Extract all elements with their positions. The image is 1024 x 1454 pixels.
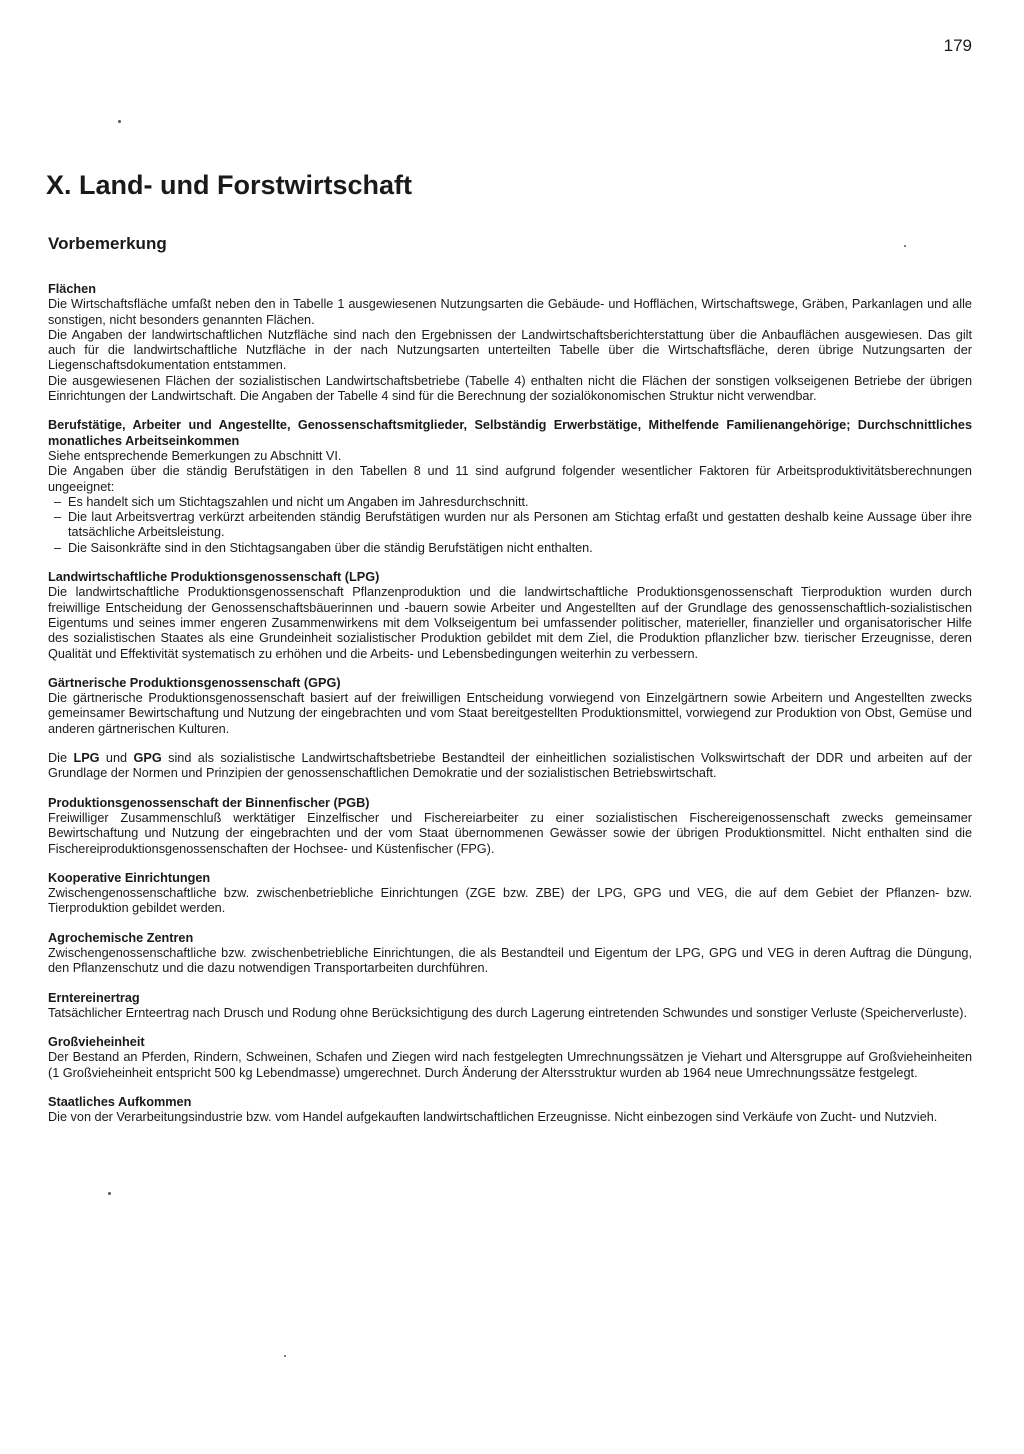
section-kooperative <box>48 871 972 917</box>
section-heading: Landwirtschaftliche Produktionsgenossenschaft (LPG) <box>48 570 380 585</box>
term-gpg: GPG <box>133 751 162 766</box>
section-grossvieheinheit <box>48 1035 972 1081</box>
section-heading: Flächen <box>48 282 96 296</box>
scan-speck <box>108 1192 111 1195</box>
list-item: – Es handelt sich um Stichtagszahlen und nicht um Angaben im Jahresdurchschnitt. <box>48 495 972 510</box>
section-lpg-gpg-note <box>48 751 972 782</box>
section-heading: Gärtnerische Produktionsgenossenschaft (GPG) <box>48 675 341 690</box>
section-heading: Kooperative Einrichtungen <box>48 870 211 885</box>
document-body <box>48 282 972 1140</box>
paragraph-conjunction: und <box>99 751 134 766</box>
section-gpg <box>48 676 972 737</box>
paragraph: Die Angaben der landwirtschaftlichen Nutzfläche sind nach den Ergebnissen der Landwirtschaftsberichterstattung über die Anbauflächen ausgewiesen. Das gilt auch für die landwirtschaftliche Nutzfläche in der nach Nutzungsarten unterteilten Tabelle über die Wirtschaftsfläche, deren übrige Nutzungsarten der Liegenschaftsdokumentation entstammen. <box>48 327 972 373</box>
section-heading: Berufstätige, Arbeiter und Angestellte, Genossenschaftsmitglieder, Selbständig Erwerbstätige, Mithelfende Familienangehörige; Durchschnittliches monatliches Arbeitseinkommen <box>48 418 972 448</box>
paragraph: Die Wirtschaftsfläche umfaßt neben den in Tabelle 1 ausgewiesenen Nutzungsarten die Gebäude- und Hofflächen, Wirtschaftswege, Gräben, Parkanlagen und alle sonstigen, nicht besonders genannten Flächen. <box>48 297 972 327</box>
paragraph: Freiwilliger Zusammenschluß werktätiger Einzelfischer und Fischereiarbeiter zu einer sozialistischen Fischereigenossenschaft zwecks gemeinsamer Bewirtschaftung und Nutzung der eingebrachten und der vom Staat übernommenen Gewässer sowie der übrigen Produktionsmittel. Nicht enthalten sind die Fischereiproduktionsgenossenschaften der Hochsee- und Küstenfischer (FPG). <box>48 810 972 856</box>
scan-speck <box>118 120 121 123</box>
paragraph: Der Bestand an Pferden, Rindern, Schweinen, Schafen und Ziegen wird nach festgelegten Umrechnungssätzen je Viehart und Altersgruppe auf Großvieheinheiten (1 Großvieheinheit entspricht 500 kg Lebendmasse) umgerechnet. Durch Änderung der Altersstruktur wurden ab 1964 neue Umrechnungssätze festgelegt. <box>48 1050 972 1080</box>
section-lpg <box>48 570 972 662</box>
dash-list <box>48 495 972 556</box>
paragraph: Die landwirtschaftliche Produktionsgenossenschaft Pflanzenproduktion und die landwirtschaftliche Produktionsgenossenschaft Tierproduktion wurden durch freiwillige Entscheidung der Genossenschaftsbäuerinnen und -bauern sowie Arbeiter und Angestellten auf der Grundlage des genossenschaftlich-sozialistischen Eigentums und seines immer engeren Zusammenwirkens mit dem Volkseigentum bei umfassender politischer, materieller, finanzieller und organisatorischer Hilfe des sozialistischen Staates als eine Grundeinheit sozialistischer Produktion gebildet mit dem Ziel, die Produktion pflanzlicher bzw. tierischer Erzeugnisse, deren Qualität und Effektivität systematisch zu erhöhen und die Arbeits- und Lebensbedingungen weiterhin zu verbessern. <box>48 585 972 661</box>
section-pgb <box>48 796 972 857</box>
paragraph <box>48 751 972 782</box>
paragraph: Zwischengenossenschaftliche bzw. zwischenbetriebliche Einrichtungen, die als Bestandteil und Eigentum der LPG, GPG und VEG in deren Auftrag die Düngung, den Pflanzenschutz und die dazu notwendigen Transportarbeiten durchführen. <box>48 945 972 976</box>
section-subtitle: Vorbemerkung <box>48 234 167 253</box>
paragraph: Die gärtnerische Produktionsgenossenschaft basiert auf der freiwilligen Entscheidung vorwiegend von Einzelgärtnern sowie Arbeitern und Angestellten zwecks gemeinsamer Bewirtschaftung und Nutzung der eingebrachten und vom Staat bereitgestellten Produktionsmittel, vorwiegend zur Produktion von Obst, Gemüse und anderen gärtnerischen Kulturen. <box>48 691 972 736</box>
section-heading: Staatliches Aufkommen <box>48 1095 192 1110</box>
section-heading: Großvieheinheit <box>48 1035 145 1050</box>
paragraph: Zwischengenossenschaftliche bzw. zwischenbetriebliche Einrichtungen (ZGE bzw. ZBE) der LPG, GPG und VEG, die auf dem Gebiet der Pflanzen- bzw. Tierproduktion gebildet werden. <box>48 886 972 916</box>
section-heading: Erntereinertrag <box>48 990 140 1005</box>
section-berufstaetige <box>48 418 972 556</box>
section-heading: Agrochemische Zentren <box>48 930 194 945</box>
scan-speck <box>904 245 906 247</box>
section-flaechen <box>48 282 972 404</box>
paragraph: Tatsächlicher Ernteertrag nach Drusch und Rodung ohne Berücksichtigung des durch Lagerung eintretenden Schwundes und sonstiger Verluste (Speicherverluste). <box>48 1005 967 1020</box>
scan-speck <box>284 1355 286 1357</box>
page-number: 179 <box>943 36 972 55</box>
paragraph: Siehe entsprechende Bemerkungen zu Abschnitt VI. <box>48 448 342 463</box>
list-item: – Die Saisonkräfte sind in den Stichtagsangaben über die ständig Berufstätigen nicht enthalten. <box>48 541 972 556</box>
term-lpg: LPG <box>73 751 100 766</box>
list-item: – Die laut Arbeitsvertrag verkürzt arbeitenden ständig Berufstätigen wurden nur als Personen am Stichtag erfaßt und gestatten deshalb keine Aussage über ihre tatsächliche Arbeitsleistung. <box>48 510 972 541</box>
section-agrochemische <box>48 931 972 977</box>
section-aufkommen <box>48 1095 972 1126</box>
paragraph: Die Angaben über die ständig Berufstätigen in den Tabellen 8 und 11 sind aufgrund folgender wesentlicher Faktoren für Arbeitsproduktivitätsberechnungen ungeeignet: <box>48 464 972 494</box>
paragraph-rest: sind als sozialistische Landwirtschaftsbetriebe Bestandteil der einheitlichen sozialistischen Volkswirtschaft der DDR und arbeiten auf der Grundlage der Normen und Prinzipien der genossenschaftlichen Demokratie und der sozialistischen Betriebswirtschaft. <box>48 751 973 781</box>
section-heading: Produktionsgenossenschaft der Binnenfischer (PGB) <box>48 795 370 810</box>
paragraph: Die von der Verarbeitungsindustrie bzw. vom Handel aufgekauften landwirtschaftlichen Erzeugnisse. Nicht einbezogen sind Verkäufe von Zucht- und Nutzvieh. <box>48 1110 938 1125</box>
paragraph-prefix: Die <box>48 751 74 766</box>
paragraph: Die ausgewiesenen Flächen der sozialistischen Landwirtschaftsbetriebe (Tabelle 4) enthalten nicht die Flächen der sonstigen volkseigenen Betriebe der übrigen Einrichtungen der Landwirtschaft. Die Angaben der Tabelle 4 sind für die Berechnung der sozialökonomischen Struktur nicht verwendbar. <box>48 373 972 404</box>
chapter-title: X. Land- und Forstwirtschaft <box>46 170 413 200</box>
section-erntereinertrag <box>48 991 972 1022</box>
